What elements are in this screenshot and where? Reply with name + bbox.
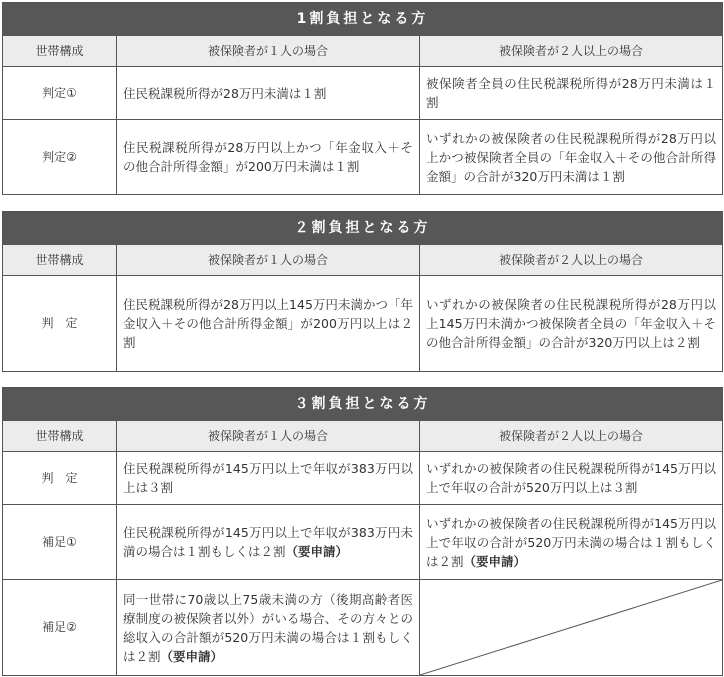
table-3-wari bbox=[2, 387, 723, 676]
cell-single: 住民税課税所得が28万円以上145万円未満かつ「年金収入＋その他合計所得金額」が200万円以上は２割 bbox=[117, 276, 420, 372]
cell-single bbox=[117, 580, 420, 676]
table-2-wari bbox=[2, 211, 723, 372]
cell-text: 住民税課税所得が145万円以上で年収が383万円未満の場合は１割もしくは２割 bbox=[123, 525, 413, 559]
row-label: 判 定 bbox=[3, 452, 117, 505]
table-row bbox=[3, 120, 723, 195]
table-row bbox=[3, 276, 723, 372]
cell-single: 住民税課税所得が28万円以上かつ「年金収入＋その他合計所得金額」が200万円未満は１割 bbox=[117, 120, 420, 195]
table-title: ２割負担となる方 bbox=[3, 212, 723, 245]
row-label: 判定② bbox=[3, 120, 117, 195]
table-row bbox=[3, 580, 723, 676]
row-label: 補足① bbox=[3, 505, 117, 580]
table-row bbox=[3, 452, 723, 505]
cell-multi bbox=[420, 505, 723, 580]
cell-text: いずれかの被保険者の住民税課税所得が145万円以上で年収の合計が520万円未満の場合は１割もしくは２割 bbox=[426, 515, 717, 569]
header-household: 世帯構成 bbox=[3, 245, 117, 276]
header-multi: 被保険者が２人以上の場合 bbox=[420, 36, 723, 67]
row-label: 判定① bbox=[3, 67, 117, 120]
cell-single: 住民税課税所得が145万円以上で年収が383万円以上は３割 bbox=[117, 452, 420, 505]
application-required-note: （要申請） bbox=[463, 553, 527, 569]
cell-multi: いずれかの被保険者の住民税課税所得が145万円以上で年収の合計が520万円以上は３割 bbox=[420, 452, 723, 505]
header-household: 世帯構成 bbox=[3, 421, 117, 452]
header-single: 被保険者が１人の場合 bbox=[117, 421, 420, 452]
table-row bbox=[3, 505, 723, 580]
header-multi: 被保険者が２人以上の場合 bbox=[420, 421, 723, 452]
cell-multi: 被保険者全員の住民税課税所得が28万円未満は１割 bbox=[420, 67, 723, 120]
header-single: 被保険者が１人の場合 bbox=[117, 36, 420, 67]
diagonal-line bbox=[420, 580, 722, 675]
not-applicable-cell bbox=[420, 580, 723, 676]
row-label: 判 定 bbox=[3, 276, 117, 372]
cell-single bbox=[117, 505, 420, 580]
cell-multi: いずれかの被保険者の住民税課税所得が28万円以上145万円未満かつ被保険者全員の「年金収入＋その他合計所得金額」の合計が320万円以上は２割 bbox=[420, 276, 723, 372]
header-single: 被保険者が１人の場合 bbox=[117, 245, 420, 276]
table-title: ３割負担となる方 bbox=[3, 388, 723, 421]
header-household: 世帯構成 bbox=[3, 36, 117, 67]
cell-multi: いずれかの被保険者の住民税課税所得が28万円以上かつ被保険者全員の「年金収入＋その他合計所得金額」の合計が320万円未満は１割 bbox=[420, 120, 723, 195]
table-row bbox=[3, 67, 723, 120]
table-1-wari bbox=[2, 2, 723, 195]
cell-single: 住民税課税所得が28万円未満は１割 bbox=[117, 67, 420, 120]
row-label: 補足② bbox=[3, 580, 117, 676]
header-multi: 被保険者が２人以上の場合 bbox=[420, 245, 723, 276]
application-required-note: （要申請） bbox=[160, 648, 224, 664]
cell-text: 同一世帯に70歳以上75歳未満の方（後期高齢者医療制度の被保険者以外）がいる場合、その方々との総収入の合計額が520万円未満の場合は１割もしくは２割 bbox=[123, 591, 413, 664]
application-required-note: （要申請） bbox=[285, 544, 349, 559]
table-title: 1割負担となる方 bbox=[3, 3, 723, 36]
